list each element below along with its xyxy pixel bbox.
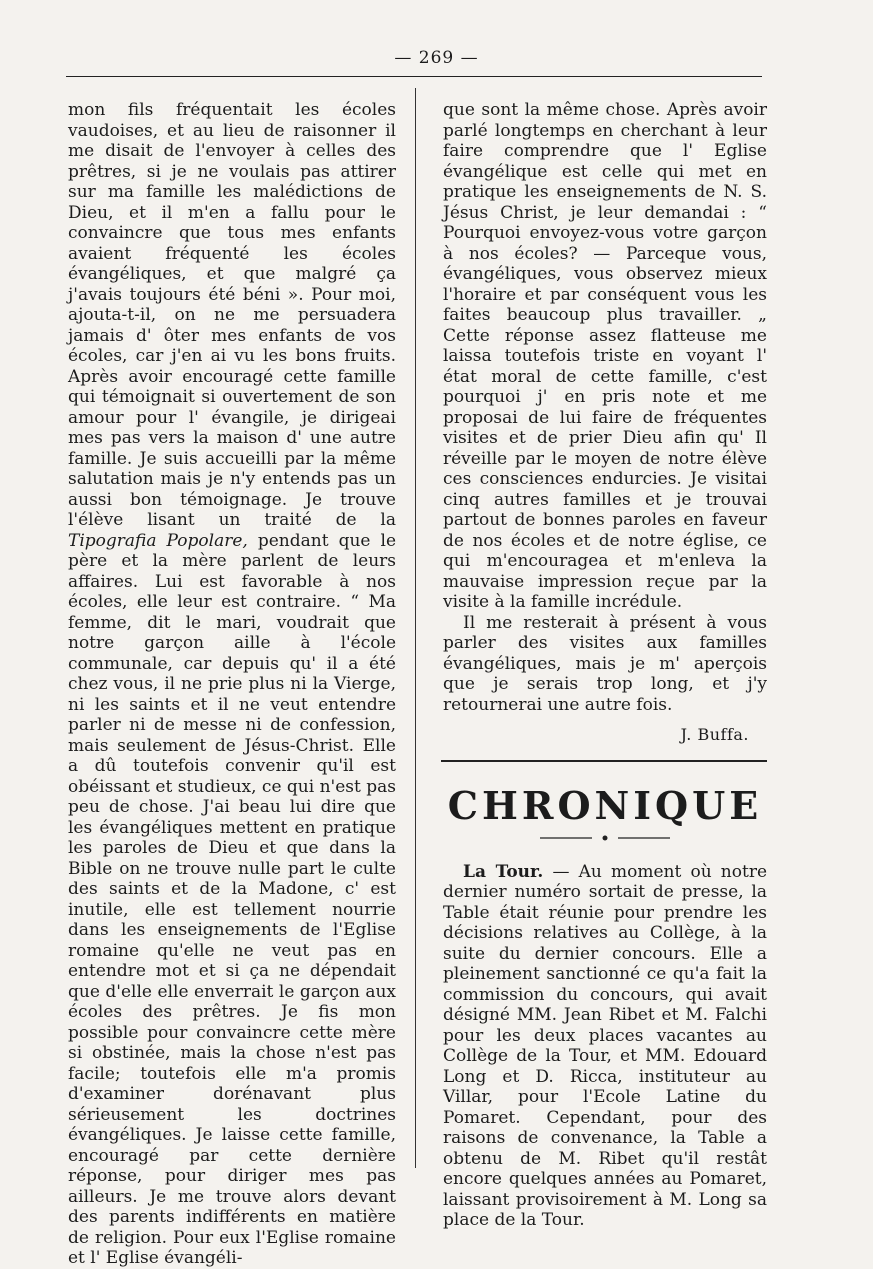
section-rule: [441, 760, 767, 762]
left-paragraph: [68, 100, 396, 1269]
left-paragraph-text: mon fils fréquentait les écoles vaudoises, et au lieu de raisonner il me disait de l'envoyer à celles des prêtres, si je ne voulais pas attirer sur ma famille les malédictions de Dieu, et il m'en a fallu pour le convaincre que tous mes enfants avaient fréquenté les écoles évangéliques, et que malgré ça j'avais toujours été béni ». Pour moi, ajouta-t-il, on ne me persuadera jamais d' ôter mes enfants de vos écoles, car j'en ai vu les bons fruits. Après avoir encouragé cette famille qui témoignait si ouvertement de son amour pour l' évangile, je dirigeai mes pas vers la maison d' une autre famille. Je suis accueilli par la même salutation mais je n'y entends pas un aussi bon témoignage. Je trouve l'élève lisant un traité de la: [68, 100, 396, 530]
column-divider: [415, 88, 416, 1168]
left-column: [68, 100, 396, 1269]
left-paragraph-continuation: pendant que le père et la mère parlent de leurs affaires. Lui est favorable à nos écoles, elle leur est contraire. “ Ma femme, dit le mari, voudrait que notre garçon aille à l'école communale, car depuis qu' il a été chez vous, il ne prie plus ni la Vierge, ni les saints et il ne veut entendre parler ni de messe ni de confession, mais seulement de Jésus-Christ. Elle a dû toutefois convenir qu'il est obéissant et studieux, ce qui n'est pas peu de chose. J'ai beau lui dire que les évangéliques mettent en pratique les paroles de Dieu et que dans la Bible on ne trouve nulle part le culte des saints et de la Madone, c' est inutile, elle est tellement nourrie dans les enseignements de l'Eglise romaine qu'elle ne veut pas en entendre mot et si ça ne dépendait que d'elle elle enverrait le garçon aux écoles des prêtres. Je fis mon possible pour convaincre cette mère si obstinée, mais la chose n'est pas facile; toutefois elle m'a promis d'examiner dorénavant plus sérieusement les doctrines évangéliques. Je laisse cette famille, encouragé par cette dernière réponse, pour diriger mes pas ailleurs. Je me trouve alors devant des parents indifférents en matière de religion. Pour eux l'Eglise romaine et l' Eglise évangéli-: [68, 530, 397, 1268]
chronique-place: La Tour.: [463, 861, 544, 882]
right-paragraph-2: Il me resterait à présent à vous parler des visites aux familles évangéliques, mais je m' aperçois que je serais trop long, et j'y retournerai une autre fois.: [443, 612, 767, 715]
chronique-text: — Au moment où notre dernier numéro sortait de presse, la Table était réunie pour prendre les décisions relatives au Collège, à la suite du dernier concours. Elle a pleinement sanctionné ce qu'a fait la commission du concours, qui avait désigné MM. Jean Ribet et M. Falchi pour les deux places vacantes au Collège de la Tour, et MM. Edouard Long et D. Ricca, instituteur au Villar, pour l'Ecole Latine du Pomaret. Cependant, pour des raisons de convenance, la Table a obtenu de M. Ribet qu'il restât encore quelques années au Pomaret, laissant provisoirement à M. Long sa place de la Tour.: [443, 861, 768, 1230]
right-column: [443, 100, 767, 1231]
chronique-paragraph: [443, 862, 767, 1231]
ornament-divider: [540, 834, 670, 842]
author-signature: J. Buffa.: [680, 725, 749, 744]
right-paragraph-1: que sont la même chose. Après avoir parlé longtemps en cherchant à leur faire comprendre que l' Eglise évangélique est celle qui met en pratique les enseignements de N. S. Jésus Christ, je leur demandai : “ Pourquoi envoyez-vous votre garçon à nos écoles? — Parceque vous, évangéliques, vous observez mieux l'horaire et par conséquent vous les faites beaucoup plus travailler. „ Cette réponse assez flatteuse me laissa toutefois triste en voyant l' état moral de cette famille, c'est pourquoi j' en pris note et me proposai de lui faire de fréquentes visites et de prier Dieu afin qu' Il réveille par le moyen de notre élève ces consciences endurcies. Je visitai cinq autres familles et je trouvai partout de bonnes paroles en faveur de nos écoles et de notre église, ce qui m'encouragea et m'enleva la mauvaise impression reçue par la visite à la famille incrédule.: [443, 100, 767, 612]
page-number: — 269 —: [394, 48, 479, 68]
italic-title: Tipografia Popolare,: [68, 530, 248, 551]
section-heading: CHRONIQUE: [447, 782, 763, 828]
header-rule: [66, 76, 762, 77]
